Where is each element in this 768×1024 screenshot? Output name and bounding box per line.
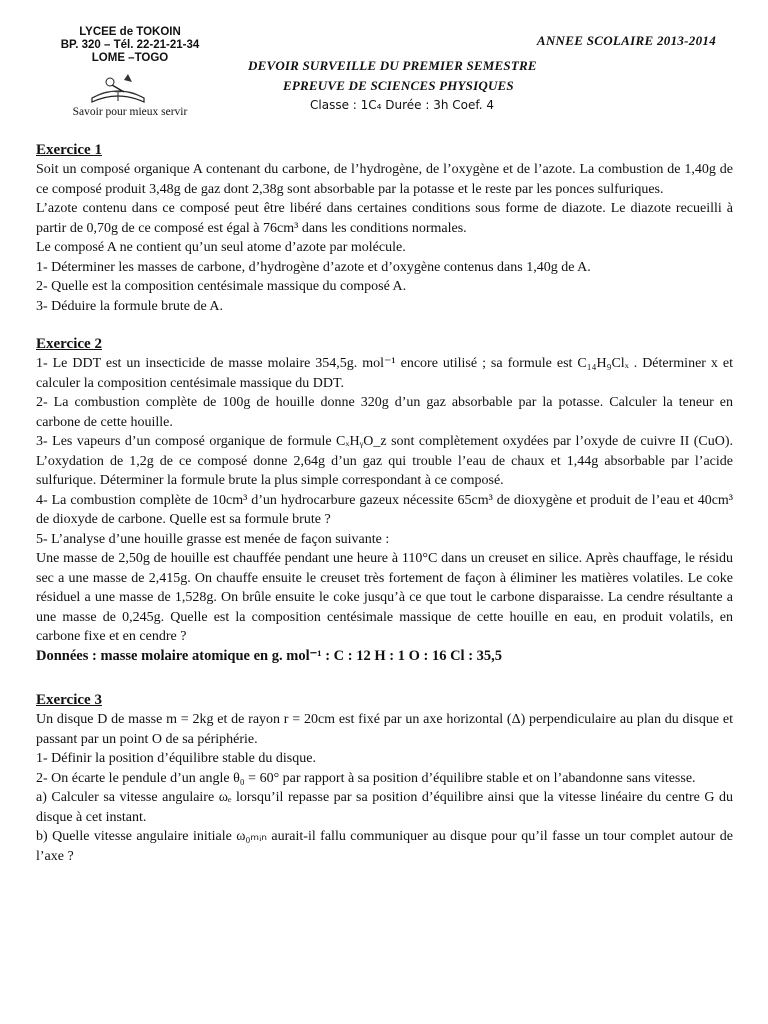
school-name: LYCEE de TOKOIN [79, 26, 181, 38]
exercise-3-question: 1- Définir la position d’équilibre stable du disque. [36, 751, 316, 766]
exam-class-info: Classe : 1C₄ Durée : 3h Coef. 4 [310, 98, 494, 112]
school-motto: Savoir pour mieux servir [72, 106, 188, 118]
exercise-3-question: a) Calculer sa vitesse angulaire ωₑ lorsqu’il repasse par sa position d’équilibre ainsi que la vitesse linéaire du centre G du disque à cet instant. [36, 790, 733, 825]
exam-subject: EPREUVE DE SCIENCES PHYSIQUES [283, 78, 514, 93]
exercise-2-question: 1- Le DDT est un insecticide de masse molaire 354,5g. mol⁻¹ encore utilisé ; sa formule est C₁₄H₉Clₓ . Déterminer x et calculer la composition centésimale massique du DDT. [36, 356, 733, 391]
exercise-3-title: Exercice 3 [36, 692, 102, 708]
exercise-1-title: Exercice 1 [36, 142, 102, 158]
exercise-1-question: 1- Déterminer les masses de carbone, d’hydrogène d’azote et d’oxygène contenus dans 1,40g de A. [36, 259, 591, 275]
exercise-2-question: Une masse de 2,50g de houille est chauffée pendant une heure à 110°C dans un creuset en silice. Après chauffage, le résidu sec a une masse de 2,415g. On chauffe ensuite le creuset très fortement de façon à éliminer les matières volatiles. Le coke résiduel a une masse de 1,528g. On brûle ensuite le coke jusqu’à ce que tout le carbone disparaisse. La cendre résultante a une masse de 0,245g. Quelle est la composition centésimale massique de cette houille en eau, en produit volatils, en carbone fixe et en cendre ? [36, 551, 733, 644]
school-contact: BP. 320 – Tél. 22-21-21-34 [60, 39, 200, 51]
school-info [40, 26, 220, 65]
exam-title: DEVOIR SURVEILLE DU PREMIER SEMESTRE [248, 58, 537, 73]
exam-content [36, 140, 733, 866]
school-year: ANNEE SCOLAIRE 2013-2014 [536, 33, 716, 48]
school-logo-icon [88, 70, 148, 106]
exercise-1-paragraph: Soit un composé organique A contenant du carbone, de l’hydrogène, de l’oxygène et de l’azote. La combustion de 1,40g de ce composé produit 3,48g de gaz dont 2,38g sont absorbable par la potasse et le reste par les ponces sulfuriques. [36, 162, 733, 197]
exercise-2-question: 2- La combustion complète de 100g de houille donne 320g d’un gaz absorbable par la potasse. Calculer la teneur en carbone de cette houille. [36, 395, 733, 430]
exercise-2-question: 4- La combustion complète de 10cm³ d’un hydrocarbure gazeux nécessite 65cm³ de dioxygène et produit de l’eau et 40cm³ de dioxyde de carbone. Quelle est sa formule brute ? [36, 492, 733, 527]
exercise-1-question: 3- Déduire la formule brute de A. [36, 298, 223, 314]
school-city: LOME –TOGO [91, 52, 169, 64]
exercise-2-title: Exercice 2 [36, 336, 102, 352]
exercise-3-paragraph: Un disque D de masse m = 2kg et de rayon r = 20cm est fixé par un axe horizontal (Δ) perpendiculaire au plan du disque et passant par un point O de sa périphérie. [36, 712, 733, 747]
exercise-2-question: 3- Les vapeurs d’un composé organique de formule CₓHᵧO_z sont complètement oxydées par l’oxyde de cuivre II (CuO). L’oxydation de 1,2g de ce composé donne 2,64g d’un gaz qui trouble l’eau de chaux et 1,44g absorbable par l’acide sulfurique. Déterminer la formule brute la plus simple correspondant à ce composé. [36, 434, 733, 488]
exercise-1-question: 2- Quelle est la composition centésimale massique du composé A. [36, 279, 407, 294]
exercise-1-paragraph: L’azote contenu dans ce composé peut être libéré dans certaines conditions sous forme de diazote. Le diazote recueilli à partir de 0,70g de ce composé est égal à 76cm³ dans les conditions normales. [36, 201, 733, 236]
exercise-2-question: 5- L’analyse d’une houille grasse est menée de façon suivante : [36, 531, 390, 547]
exercise-3-question: 2- On écarte le pendule d’un angle θ₀ = 60° par rapport à sa position d’équilibre stable et on l’abandonne sans vitesse. [36, 770, 696, 786]
exercise-3-question: b) Quelle vitesse angulaire initiale ω₀ₘᵢₙ aurait-il fallu communiquer au disque pour qu’il fasse un tour complet autour de l’axe ? [36, 829, 733, 864]
exercise-2-data: Données : masse molaire atomique en g. mol⁻¹ : C : 12 H : 1 O : 16 Cl : 35,5 [36, 647, 503, 664]
exercise-1-paragraph: Le composé A ne contient qu’un seul atome d’azote par molécule. [36, 240, 406, 255]
